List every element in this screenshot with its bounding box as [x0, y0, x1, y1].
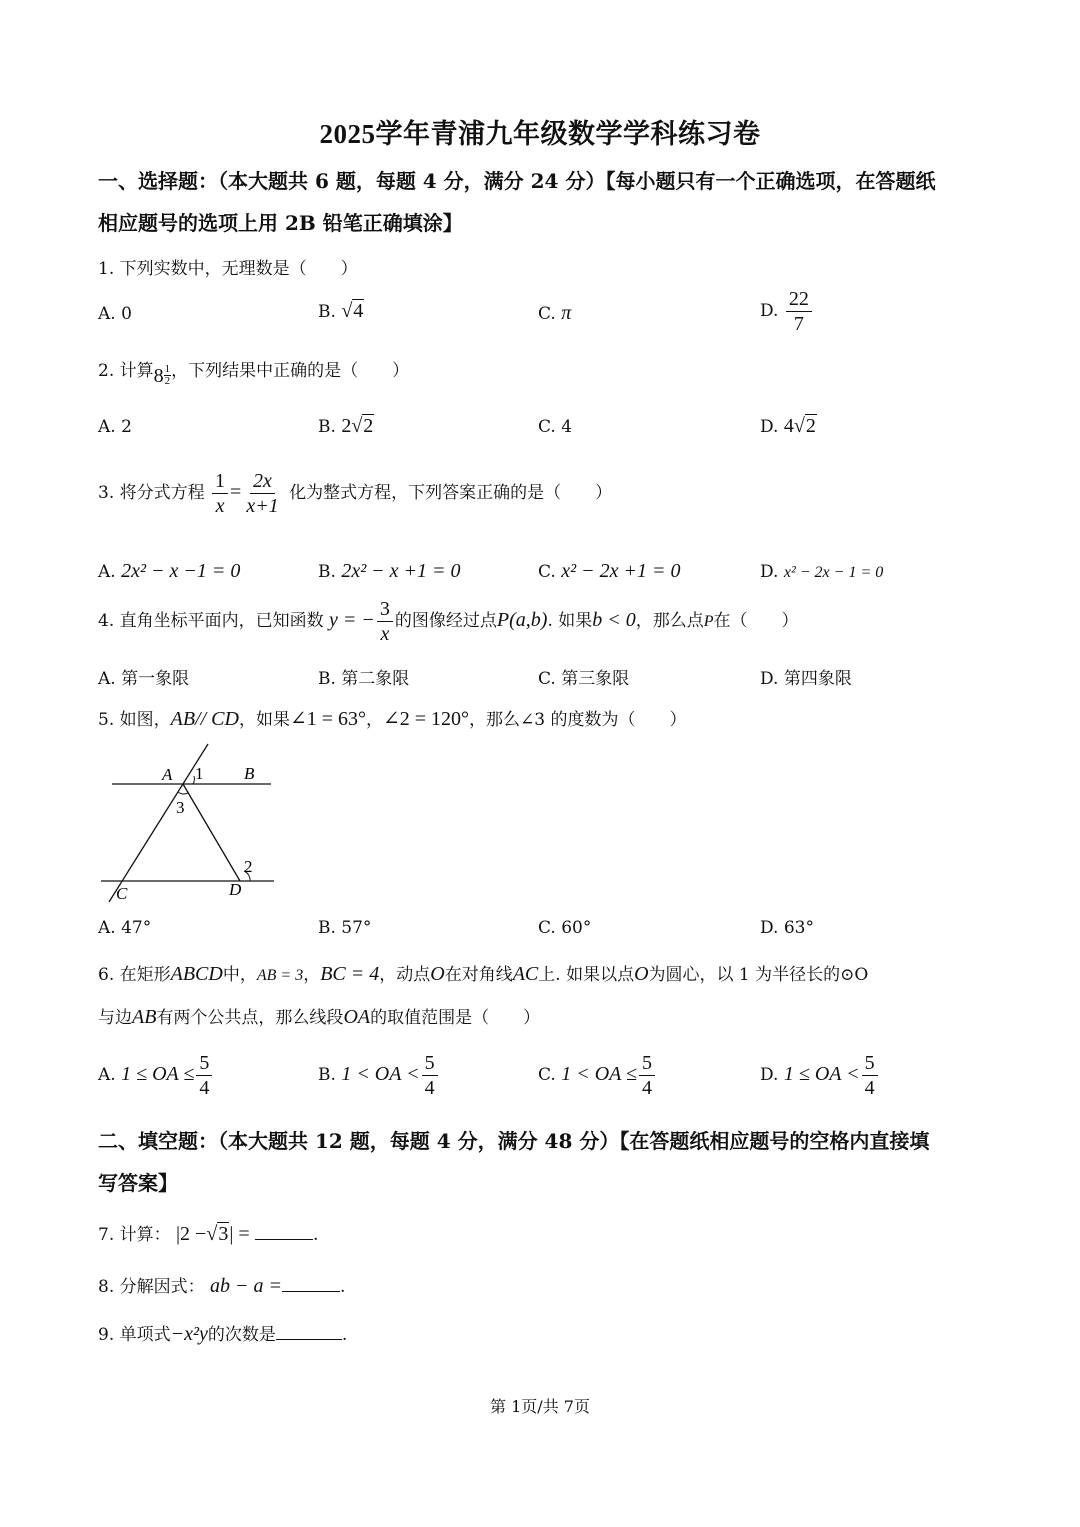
q6-option-a-expr: 1 ≤ OA ≤	[121, 1063, 195, 1085]
q6-line1-mid4: 上. 如果以点	[538, 965, 635, 985]
q2-option-d-radicand: 2	[805, 415, 816, 437]
q2-option-b	[318, 415, 374, 438]
q3-option-d-label: D.	[760, 562, 779, 582]
q1-option-c	[538, 302, 571, 325]
q9-end: .	[341, 1325, 348, 1345]
q8-answer-blank[interactable]	[282, 1273, 340, 1292]
q3-option-c-expr: x² − 2x +1 = 0	[561, 560, 681, 582]
q4-stem-mid2: . 如果	[547, 611, 593, 631]
q6-comma: ，	[303, 965, 321, 985]
question-5-stem	[98, 705, 687, 731]
q4-stem-pre: 4. 直角坐标平面内，已知函数	[98, 611, 324, 631]
q5-sep: ，	[366, 710, 384, 730]
q1-option-d-denominator: 7	[793, 313, 804, 335]
fig-label-a: A	[162, 765, 173, 784]
q2-stem-post: ，下列结果中正确的是（ ）	[171, 361, 410, 381]
q7-pre: 7. 计算：	[98, 1225, 171, 1245]
q7-expr-a: |2 −	[176, 1223, 207, 1245]
q1-option-d	[760, 288, 814, 335]
q7-expr-b: | =	[229, 1223, 250, 1245]
q6-option-d-numerator: 5	[862, 1052, 878, 1076]
q6-segment-oa: OA	[343, 1006, 371, 1028]
q6-option-d-denominator: 4	[864, 1077, 875, 1099]
q6-line1-post: 为圆心，以 1 为半径长的⊙O	[648, 965, 869, 985]
q3-option-c-label: C.	[538, 562, 556, 582]
q6-diagonal-ac: AC	[512, 963, 539, 985]
q3-option-a-label: A.	[98, 562, 116, 582]
fig-label-b: B	[244, 764, 255, 783]
q6-option-a-fraction	[196, 1052, 212, 1099]
q3-left-denominator: x	[215, 495, 225, 517]
q6-ab-eq-3: AB = 3	[256, 967, 304, 984]
q7-end: .	[313, 1225, 319, 1245]
q4-option-c: C. 第三象限	[538, 669, 630, 689]
q3-option-a-expr: 2x² − x −1 = 0	[121, 560, 241, 582]
q6-option-c-numerator: 5	[639, 1052, 655, 1076]
q4-option-d: D. 第四象限	[760, 669, 852, 689]
q3-option-b	[318, 560, 461, 583]
question-3-stem	[98, 470, 612, 517]
q3-right-denominator: x+1	[246, 495, 279, 517]
q2-option-d	[760, 415, 817, 438]
q1-option-d-label: D.	[760, 301, 779, 321]
q3-left-fraction	[212, 470, 228, 517]
q6-option-b	[318, 1052, 440, 1099]
q6-bc-eq-4: BC = 4	[320, 963, 380, 985]
q6-option-d-fraction	[862, 1052, 878, 1099]
fig-label-2: 2	[244, 857, 253, 876]
q6-option-b-fraction	[422, 1052, 438, 1099]
question-4-stem	[98, 598, 799, 645]
q4-condition: b < 0	[592, 609, 636, 631]
section-1-heading-line1: 一、选择题：（本大题共 6 题，每题 4 分，满分 24 分）【每小题只有一个正确选项，在答题纸	[98, 169, 936, 193]
q5-option-b: B. 57°	[318, 918, 372, 938]
q8-pre: 8. 分解因式：	[98, 1277, 205, 1297]
q6-point-o: O	[430, 963, 445, 985]
q7-sqrt: √3	[206, 1223, 229, 1245]
angle-3-arc	[178, 792, 188, 794]
q3-left-numerator: 1	[212, 470, 228, 494]
q4-fraction-numerator: 3	[377, 598, 393, 622]
q5-stem-pre: 5. 如图，	[98, 710, 171, 730]
q9-post: 的次数是	[207, 1325, 276, 1345]
q6-option-b-label: B.	[318, 1065, 336, 1085]
section-2-heading-line1: 二、填空题：（本大题共 12 题，每题 4 分，满分 48 分）【在答题纸相应题号的空格内直接填	[98, 1129, 930, 1153]
q3-stem-pre: 3. 将分式方程	[98, 483, 205, 503]
fig-label-d: D	[229, 880, 242, 899]
q4-function-lhs: y = −	[329, 609, 375, 631]
q4-stem-post2: 在（ ）	[713, 611, 799, 631]
q5-angle-1: ∠1 = 63°	[289, 708, 367, 730]
q4-option-b: B. 第二象限	[318, 669, 410, 689]
q6-option-a-denominator: 4	[199, 1077, 210, 1099]
q5-option-d: D. 63°	[760, 918, 814, 938]
q6-option-b-denominator: 4	[424, 1077, 435, 1099]
q1-option-c-value: π	[561, 302, 572, 324]
q9-expr: −x²y	[170, 1323, 208, 1345]
q3-option-d-expr: x² − 2x − 1 = 0	[783, 564, 884, 581]
question-2-stem	[98, 356, 409, 391]
q2-option-a: A. 2	[98, 417, 132, 437]
q9-answer-blank[interactable]	[276, 1321, 342, 1340]
q4-stem-post: ，那么点	[635, 611, 704, 631]
q7-answer-blank[interactable]	[255, 1221, 313, 1240]
q2-exponent-numerator: 1	[164, 363, 171, 375]
fig-label-1: 1	[195, 764, 204, 783]
q6-option-d-expr: 1 ≤ OA <	[783, 1063, 860, 1085]
fig-label-c: C	[116, 884, 128, 903]
q2-option-c: C. 4	[538, 417, 573, 437]
q6-rect-abcd: ABCD	[170, 963, 223, 985]
q2-stem-pre: 2. 计算	[98, 361, 154, 381]
fig-label-3: 3	[176, 798, 185, 817]
q1-option-b-sqrt: √4	[341, 300, 364, 322]
q2-exponent	[164, 364, 172, 387]
question-6-stem-line2	[98, 1003, 540, 1029]
q6-option-a	[98, 1052, 214, 1099]
q2-option-d-sqrt: √2	[793, 415, 816, 437]
q6-line2-post: 有两个公共点，那么线段	[156, 1008, 344, 1028]
q6-line1-mid3: 在对角线	[444, 965, 513, 985]
q1-option-a: A. 0	[98, 304, 132, 324]
q4-function-fraction	[377, 598, 393, 645]
q4-point-label: P	[703, 613, 714, 630]
q4-stem-mid: 的图像经过点	[394, 611, 497, 631]
q6-line1-mid2: ，动点	[379, 965, 431, 985]
q3-right-numerator: 2x	[250, 470, 275, 494]
q6-option-d-label: D.	[760, 1065, 779, 1085]
q1-option-d-fraction	[786, 288, 812, 335]
q4-fraction-denominator: x	[380, 623, 390, 645]
q1-option-b	[318, 300, 364, 323]
q5-angle-2: ∠2 = 120°	[383, 708, 470, 730]
q2-option-b-radicand: 2	[363, 415, 374, 437]
q6-line2-post2: 的取值范围是（ ）	[370, 1008, 541, 1028]
q3-right-fraction	[243, 470, 281, 517]
q6-option-c	[538, 1052, 657, 1099]
q5-option-c: C. 60°	[538, 918, 592, 938]
page-footer: 第 1页/共 7页	[490, 1397, 590, 1416]
q6-option-b-expr: 1 < OA <	[341, 1063, 420, 1085]
q2-option-d-label: D.	[760, 417, 779, 437]
q5-geometry-figure	[98, 740, 283, 905]
q3-option-b-expr: 2x² − x +1 = 0	[341, 560, 461, 582]
question-1-stem: 1. 下列实数中，无理数是（ ）	[98, 259, 358, 279]
section-2-heading-line2: 写答案】	[98, 1171, 178, 1195]
q5-option-a: A. 47°	[98, 918, 152, 938]
q8-expr: ab − a =	[210, 1275, 283, 1297]
q3-stem-post: 化为整式方程，下列答案正确的是（ ）	[289, 483, 613, 503]
q3-option-d	[760, 562, 883, 582]
q6-option-a-numerator: 5	[196, 1052, 212, 1076]
q1-option-b-label: B.	[318, 302, 336, 322]
section-1-heading-line2: 相应题号的选项上用 2B 铅笔正确填涂】	[98, 211, 463, 235]
question-9	[98, 1320, 347, 1346]
q6-option-a-label: A.	[98, 1065, 116, 1085]
segment-ad	[183, 784, 240, 881]
q6-option-c-denominator: 4	[642, 1077, 652, 1099]
q6-option-c-fraction	[639, 1052, 655, 1099]
q6-line2-pre: 与边	[98, 1008, 132, 1028]
q8-end: .	[340, 1277, 346, 1297]
q1-option-b-radicand: 4	[353, 300, 364, 322]
q5-parallel: AB// CD	[170, 708, 239, 730]
q1-option-c-label: C.	[538, 304, 556, 324]
q2-exponent-denominator: 2	[164, 375, 171, 387]
q6-line1-mid: 中，	[222, 965, 257, 985]
q2-base: 8	[153, 365, 164, 387]
q1-option-d-numerator: 22	[786, 288, 812, 312]
q3-option-a	[98, 560, 240, 583]
q5-stem-post: ，那么∠3 的度数为（ ）	[469, 710, 687, 730]
page-title: 2025学年青浦九年级数学学科练习卷	[319, 119, 761, 149]
q3-option-c	[538, 560, 680, 583]
q2-option-b-coef: 2	[341, 415, 352, 437]
q3-equals: =	[230, 481, 242, 503]
q9-pre: 9. 单项式	[98, 1325, 171, 1345]
q2-option-b-label: B.	[318, 417, 336, 437]
q3-option-b-label: B.	[318, 562, 336, 582]
q6-side-ab: AB	[132, 1006, 157, 1028]
q6-option-c-label: C.	[538, 1065, 556, 1085]
q5-stem-mid: ，如果	[238, 710, 290, 730]
q4-point: P(a,b)	[496, 609, 548, 631]
q2-option-b-sqrt: √2	[351, 415, 374, 437]
question-7	[98, 1220, 318, 1246]
q2-option-d-coef: 4	[783, 415, 794, 437]
q6-line1-pre: 6. 在矩形	[98, 965, 171, 985]
transversal-ac	[109, 744, 208, 902]
q4-option-a: A. 第一象限	[98, 669, 190, 689]
question-6-stem-line1	[98, 960, 868, 986]
q7-radicand: 3	[218, 1223, 229, 1245]
question-8	[98, 1272, 345, 1298]
q6-option-c-expr: 1 < OA ≤	[561, 1063, 637, 1085]
q6-option-d	[760, 1052, 880, 1099]
q6-option-b-numerator: 5	[422, 1052, 438, 1076]
q6-center-o: O	[634, 963, 649, 985]
